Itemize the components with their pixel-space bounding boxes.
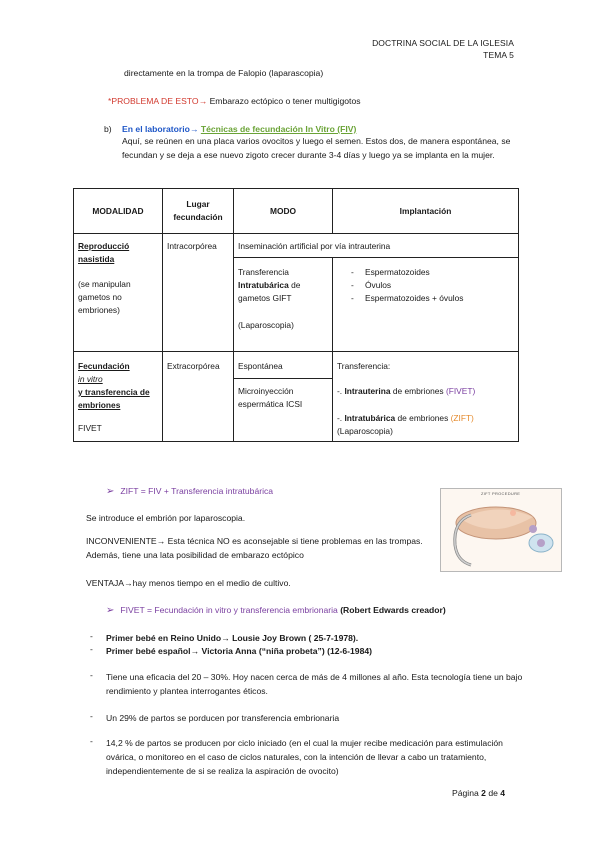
implant-2-post: de embriones [395, 413, 451, 423]
list-item: - Óvulos [347, 279, 514, 292]
fec-italic [78, 373, 158, 386]
efficacy-text: Tiene una eficacia del 20 – 30%. Hoy nacen cerca de más de 4 millones al año. Esta tecnología tiene un bajo rendimiento y plantea interrogantes éticos. [106, 672, 523, 696]
assisted-reproduction-title: Reproducció nasistida [78, 241, 130, 264]
dash-bullet: - [90, 736, 93, 746]
zift-tag: (ZIFT) [450, 413, 474, 423]
first-baby-uk [106, 631, 358, 645]
zift-definition: ZIFT = FIV + Transferencia intratubárica [120, 486, 274, 496]
first-uk-label: Primer bebé en Reino Unido [106, 633, 222, 643]
fivet-tag: (FIVET) [445, 386, 476, 396]
figure-caption: ZIFT PROCEDURE [481, 491, 521, 496]
cell-modo-1b [234, 258, 333, 352]
arrow-icon: → [156, 536, 166, 546]
current-page: 2 [481, 788, 486, 798]
page-prefix: Página [452, 788, 482, 798]
cell-lugar-1: Intracorpórea [163, 234, 234, 352]
table-header-row [74, 189, 519, 234]
fivet-bullet [106, 603, 446, 618]
gift-post: de gametos GIFT [238, 280, 301, 303]
section-b-body: Aquí, se reúnen en una placa varios ovocitos y luego el semen. Estos dos, de manera espontánea, se fecundan y se deja a ese nuevo zigoto crecer durante 3-4 días y luego ya se implanta en la mujer. [122, 136, 511, 160]
lab-label: En el laboratorio [122, 124, 190, 134]
implant-2-note: (Laparoscopia) [337, 426, 393, 436]
inconv-label: INCONVENIENTE [86, 536, 157, 546]
gift-pre: Transferencia [238, 267, 289, 277]
list-item: - Espermatozoides [347, 266, 514, 279]
implant-1-pre: -. [337, 386, 345, 396]
implant-2-pre: -. [337, 413, 345, 423]
assisted-reproduction-note: (se manipulan gametos no embriones) [78, 279, 131, 315]
section-letter: b) [104, 124, 112, 134]
problem-line [108, 94, 361, 108]
implant-title: Transferencia: [337, 361, 391, 371]
implant-1-bold: Intrauterina [344, 386, 391, 396]
vent-label: VENTAJA [86, 578, 125, 588]
dash-bullet: - [90, 711, 93, 721]
cell-modo-1a: Inseminación artificial por vía intrauterina [234, 234, 519, 258]
fec-rest: y transferencia de embriones [78, 387, 150, 410]
implant-1-post: de embriones [390, 386, 446, 396]
cell-modalidad-1 [74, 234, 163, 352]
running-header [372, 38, 514, 60]
gift-bold: Intratubárica [238, 280, 289, 290]
arrow-icon: → [221, 633, 230, 643]
first-es-text: Victoria Anna (“niña probeta”) (12-6-1984) [199, 646, 373, 656]
header-title: DOCTRINA SOCIAL DE LA IGLESIA [372, 38, 514, 48]
ivf-modalities-table [73, 188, 519, 442]
vent-text: hay menos tiempo en el medio de cultivo. [132, 578, 291, 588]
table-row [74, 234, 519, 258]
implant-zift [337, 412, 514, 425]
dash-bullet: - [90, 631, 93, 641]
page-mid: de [485, 788, 501, 798]
fivet-acronym: FIVET [78, 423, 102, 433]
arrow-icon: → [198, 96, 208, 106]
arrow-icon: → [190, 646, 200, 656]
fivet-creator: (Robert Edwards creador) [337, 605, 446, 615]
dash-bullet: - [90, 670, 93, 680]
header-subtitle: TEMA 5 [483, 50, 514, 60]
col-lugar: Lugar fecundación [163, 189, 234, 234]
first-uk-text: Lousie Joy Brown ( 25-7-1978). [229, 633, 359, 643]
col-modo: MODO [234, 189, 333, 234]
inconv-text: Esta técnica NO es aconsejable si tiene problemas en las trompas. Además, tiene una lata posibilidad de embarazo ectópico [86, 536, 423, 560]
cell-modo-2a: Espontánea [234, 352, 333, 379]
cell-implant-1 [333, 258, 519, 352]
table-row [74, 352, 519, 379]
zift-advantage [86, 576, 291, 590]
cell-implant-2 [333, 352, 519, 442]
zift-procedure-illustration [440, 488, 562, 572]
zift-bullet [106, 484, 273, 499]
fivet-definition: FIVET = Fecundación in vitro y transferencia embrionaria [120, 605, 338, 615]
dash-bullet: - [90, 644, 93, 654]
intro-line: directamente en la trompa de Falopio (laparascopia) [124, 68, 324, 78]
first-baby-es [106, 644, 372, 658]
problem-text: Embarazo ectópico o tener multigigotos [207, 96, 361, 106]
uterus-diagram-icon [441, 489, 561, 571]
arrow-icon: → [124, 578, 133, 588]
zift-line1: Se introduce el embrión por laparoscopia. [86, 513, 246, 523]
cell-modo-2b: Microinyección espermática ICSI [234, 379, 333, 442]
first-es-label: Primer bebé español [106, 646, 191, 656]
implant-fivet [337, 385, 514, 398]
fec-italic-text: in vitro [78, 374, 103, 384]
fec-title: Fecundación [78, 361, 130, 371]
implant-list [347, 266, 514, 305]
implant-2-bold: Intratubárica [344, 413, 396, 423]
arrow-icon: → [189, 124, 199, 134]
list-item: - Espermatozoides + óvulos [347, 292, 514, 305]
zift-inconvenient [86, 534, 426, 562]
cycle-text: 14,2 % de partos se producen por ciclo iniciado (en el cual la mujer recibe medicación para estimulación ovárica, o monitoreo en el caso de ciclos naturales, con la intención de llevar a cabo un tratamiento, independientemente de si se realiza la aspiración de ovocito) [106, 738, 503, 776]
births-text: Un 29% de partos se porducen por transferencia embrionaria [106, 713, 340, 723]
problem-label: *PROBLEMA DE ESTO [108, 96, 199, 106]
arrow-bullet-icon: ➢ [106, 605, 115, 616]
fiv-techniques-link[interactable]: Técnicas de fecundación In Vitro (FIV) [200, 124, 357, 134]
gift-note: (Laparoscopia) [238, 320, 294, 330]
total-pages: 4 [500, 788, 506, 798]
arrow-bullet-icon: ➢ [106, 486, 115, 497]
col-implantacion: Implantación [333, 189, 519, 234]
cell-modalidad-2 [74, 352, 163, 442]
col-modalidad: MODALIDAD [74, 189, 163, 234]
page-number [452, 786, 505, 800]
cell-lugar-2: Extracorpórea [163, 352, 234, 442]
